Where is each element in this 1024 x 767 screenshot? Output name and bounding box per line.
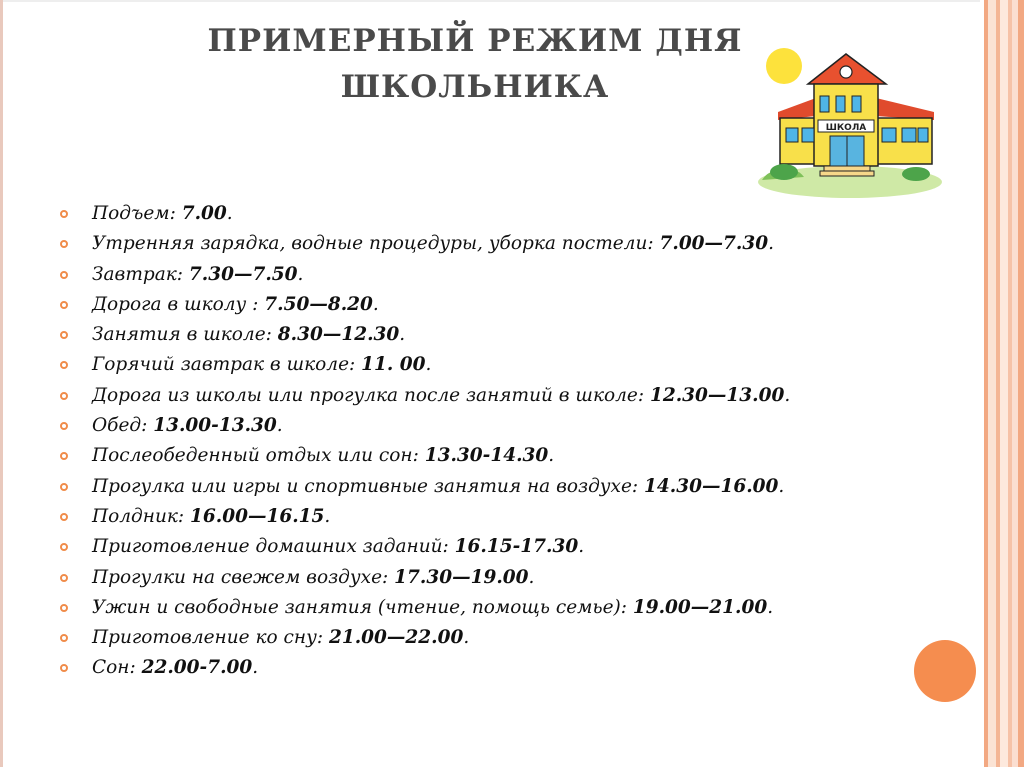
schedule-time: 21.00—22.00 — [328, 627, 464, 649]
title-line-2: ШКОЛЬНИКА — [340, 69, 610, 105]
schedule-tail: . — [297, 263, 304, 285]
schedule-time: 16.00—16.15 — [190, 505, 325, 527]
schedule-tail: . — [372, 293, 379, 315]
schedule-time: 16.15-17.30 — [454, 536, 579, 558]
schedule-time: 8.30—12.30 — [277, 324, 400, 346]
schedule-tail: . — [276, 415, 283, 437]
schedule-label: Прогулка или игры и спортивные занятия на воздухе: — [92, 475, 645, 497]
schedule-time: 13.00-13.30 — [153, 415, 277, 437]
schedule-time: 7.00—7.30 — [659, 233, 769, 255]
schedule-time: 12.30—13.00 — [649, 384, 785, 406]
schedule-label: Дорога в школу : — [92, 293, 265, 315]
schedule-time: 17.30—19.00 — [394, 566, 529, 588]
schedule-time: 22.00-7.00 — [141, 657, 253, 679]
bullet-icon — [60, 664, 68, 672]
schedule-label: Горячий завтрак в школе: — [92, 354, 362, 376]
list-item — [58, 260, 790, 290]
list-item — [58, 381, 790, 411]
schedule-time: 14.30—16.00 — [644, 475, 779, 497]
schedule-tail: . — [252, 657, 259, 679]
schedule-tail: . — [784, 384, 791, 406]
bullet-icon — [60, 574, 68, 582]
schedule-label: Приготовление ко сну: — [92, 627, 329, 649]
schedule-label: Ужин и свободные занятия (чтение, помощь семье): — [92, 596, 633, 618]
list-item — [58, 320, 790, 350]
schedule-tail: . — [767, 596, 774, 618]
bullet-icon — [60, 422, 68, 430]
school-building-icon — [752, 40, 942, 200]
list-item — [58, 199, 790, 229]
list-item — [58, 502, 790, 532]
schedule-label: Дорога из школы или прогулка после занятий в школе: — [92, 384, 650, 406]
schedule-time: 19.00—21.00 — [632, 596, 768, 618]
bullet-icon — [60, 634, 68, 642]
list-item — [58, 563, 790, 593]
bullet-icon — [60, 392, 68, 400]
schedule-label: Завтрак: — [92, 263, 189, 285]
slide-top-border — [0, 0, 1024, 2]
bullet-icon — [60, 361, 68, 369]
schedule-tail: . — [399, 324, 406, 346]
schedule-time: 7.50—8.20 — [264, 293, 373, 315]
bullet-icon — [60, 271, 68, 279]
page-title — [190, 18, 760, 110]
schedule-label: Сон: — [92, 657, 142, 679]
schedule-tail: . — [425, 354, 432, 376]
schedule-label: Послеобеденный отдых или сон: — [92, 445, 425, 467]
schedule-label: Приготовление домашних заданий: — [92, 536, 455, 558]
decorative-stripes — [980, 0, 1024, 767]
schedule-tail: . — [324, 505, 331, 527]
school-sign-text: ШКОЛА — [825, 123, 867, 133]
decorative-circle — [914, 640, 976, 702]
bullet-icon — [60, 604, 68, 612]
schedule-time: 11. 00 — [361, 354, 426, 376]
bullet-icon — [60, 331, 68, 339]
schedule-label: Обед: — [92, 415, 154, 437]
bullet-icon — [60, 301, 68, 309]
schedule-tail: . — [578, 536, 585, 558]
list-item — [58, 441, 790, 471]
schedule-label: Подъем: — [92, 203, 182, 224]
schedule-tail: . — [226, 203, 233, 224]
bullet-icon — [60, 240, 68, 248]
schedule-list — [58, 199, 790, 684]
list-item — [58, 593, 790, 623]
schedule-tail: . — [463, 627, 470, 649]
bullet-icon — [60, 483, 68, 491]
bullet-icon — [60, 210, 68, 218]
bullet-icon — [60, 452, 68, 460]
schedule-tail: . — [768, 233, 775, 255]
bullet-icon — [60, 543, 68, 551]
bullet-icon — [60, 513, 68, 521]
schedule-tail: . — [548, 445, 555, 467]
list-item — [58, 623, 790, 653]
schedule-label: Прогулки на свежем воздухе: — [92, 566, 395, 588]
list-item — [58, 472, 790, 502]
list-item — [58, 229, 790, 259]
schedule-label: Утренняя зарядка, водные процедуры, уборка постели: — [92, 233, 660, 255]
list-item — [58, 411, 790, 441]
schedule-time: 7.30—7.50 — [188, 263, 298, 285]
schedule-label: Занятия в школе: — [92, 324, 278, 346]
list-item — [58, 290, 790, 320]
slide-left-border — [0, 0, 3, 767]
schedule-label: Полдник: — [92, 505, 191, 527]
list-item — [58, 532, 790, 562]
schedule-tail: . — [528, 566, 535, 588]
schedule-time: 7.00 — [181, 203, 227, 224]
list-item — [58, 653, 790, 683]
schedule-tail: . — [778, 475, 785, 497]
list-item — [58, 350, 790, 380]
schedule-time: 13.30-14.30 — [424, 445, 549, 467]
title-line-1: ПРИМЕРНЫЙ РЕЖИМ ДНЯ — [207, 23, 743, 59]
